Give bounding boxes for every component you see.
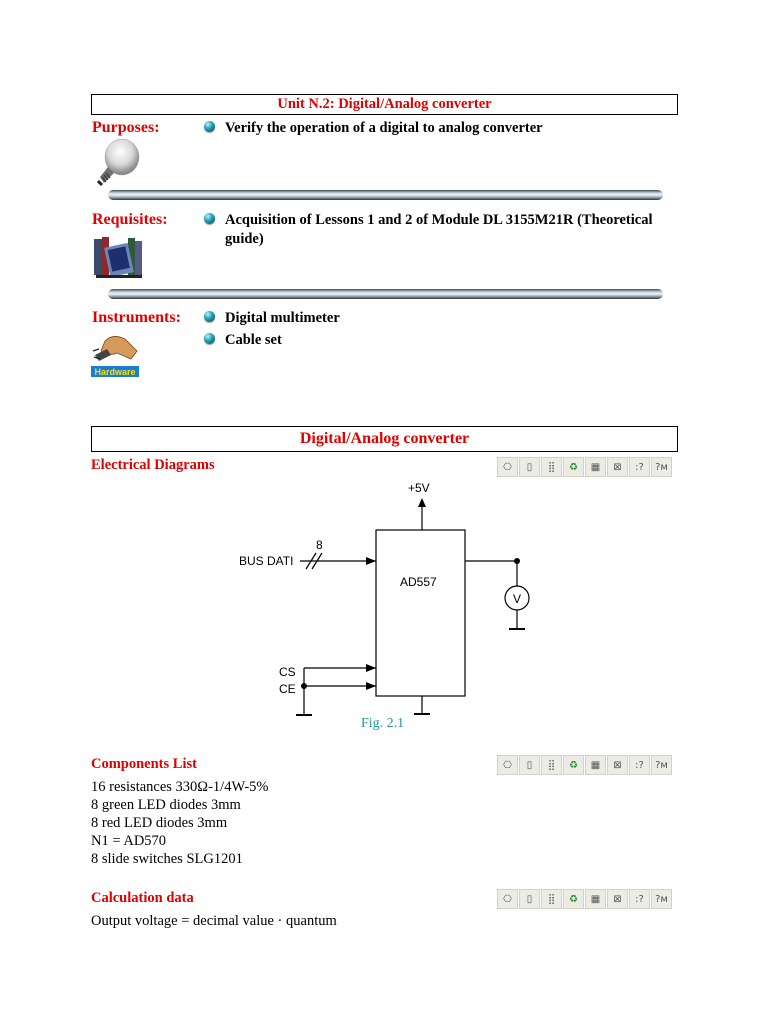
cs-arrow	[366, 664, 376, 672]
component-icon[interactable]: ⎔	[497, 889, 518, 909]
requisites-label: Requisites:	[92, 211, 168, 228]
chip-box	[376, 530, 465, 696]
bullet-icon	[204, 121, 215, 132]
ce-arrow	[366, 682, 376, 690]
list-item	[204, 309, 674, 328]
divider-bar	[108, 289, 663, 299]
chip-label: AD557	[400, 575, 437, 589]
electrical-diagrams-heading: Electrical Diagrams	[91, 457, 215, 473]
grid-icon[interactable]: ▦	[585, 889, 606, 909]
calculation-heading: Calculation data	[91, 890, 194, 906]
grid-icon[interactable]: ▦	[585, 755, 606, 775]
cs-label: CS	[279, 665, 296, 679]
list-item: N1 = AD570	[91, 833, 167, 849]
list-item: 8 green LED diodes 3mm	[91, 797, 241, 813]
calculation-text: Output voltage = decimal value · quantum	[91, 913, 337, 929]
zoom-icon[interactable]: ⊠	[607, 755, 628, 775]
diagram-icon[interactable]: ♻	[563, 755, 584, 775]
meter-label: V	[513, 592, 522, 606]
help-map-icon[interactable]: ?м	[651, 457, 672, 477]
unit-title: Unit N.2: Digital/Analog converter	[91, 94, 678, 115]
figure-caption: Fig. 2.1	[361, 716, 405, 731]
component-icon[interactable]: ⎔	[497, 755, 518, 775]
list-item: 8 slide switches SLG1201	[91, 851, 243, 867]
hardware-caption: Hardware	[94, 367, 136, 377]
instrument-text: Cable set	[225, 332, 282, 348]
bullet-icon	[204, 333, 215, 344]
bus-arrow	[366, 557, 376, 565]
list-item: 8 red LED diodes 3mm	[91, 815, 228, 831]
purposes-label: Purposes:	[92, 119, 160, 136]
list-item	[204, 331, 674, 350]
bus-width-label: 8	[316, 538, 323, 552]
bullet-icon	[204, 311, 215, 322]
toolbar	[497, 457, 672, 477]
toolbar	[497, 889, 672, 909]
page-icon[interactable]: ▯	[519, 457, 540, 477]
instrument-text: Digital multimeter	[225, 310, 340, 326]
hardware-icon	[91, 331, 141, 384]
help-map-icon[interactable]: ?м	[651, 755, 672, 775]
page-icon[interactable]: ▯	[519, 889, 540, 909]
ce-label: CE	[279, 682, 296, 696]
components-list	[91, 778, 268, 868]
help-map-icon[interactable]: ?м	[651, 889, 672, 909]
keypad-icon[interactable]: ⣿	[541, 889, 562, 909]
zoom-icon[interactable]: ⊠	[607, 457, 628, 477]
circuit-diagram	[230, 476, 540, 723]
bullet-icon	[204, 213, 215, 224]
grid-icon[interactable]: ▦	[585, 457, 606, 477]
books-icon	[92, 233, 144, 284]
list-item	[204, 119, 674, 138]
output-node	[514, 558, 520, 564]
supply-label: +5V	[408, 481, 430, 495]
keypad-icon[interactable]: ⣿	[541, 457, 562, 477]
help-icon[interactable]: :?	[629, 755, 650, 775]
keypad-icon[interactable]: ⣿	[541, 755, 562, 775]
component-icon[interactable]: ⎔	[497, 457, 518, 477]
requisite-text: Acquisition of Lessons 1 and 2 of Module DL 3155M21R (Theoretical guide)	[225, 212, 653, 247]
list-item: 16 resistances 330Ω-1/4W-5%	[91, 779, 269, 795]
divider-bar	[108, 190, 663, 200]
ce-node	[301, 683, 307, 689]
requisites-list	[204, 211, 678, 249]
instruments-list	[204, 309, 674, 350]
diagram-icon[interactable]: ♻	[563, 457, 584, 477]
lightbulb-icon	[92, 137, 142, 192]
components-heading: Components List	[91, 756, 197, 772]
diagram-icon[interactable]: ♻	[563, 889, 584, 909]
bus-label: BUS DATI	[239, 554, 294, 568]
supply-arrow	[418, 498, 426, 507]
toolbar	[497, 755, 672, 775]
page-icon[interactable]: ▯	[519, 755, 540, 775]
list-item	[204, 211, 678, 249]
purpose-text: Verify the operation of a digital to analog converter	[225, 120, 543, 136]
purposes-list	[204, 119, 674, 138]
zoom-icon[interactable]: ⊠	[607, 889, 628, 909]
section-title: Digital/Analog converter	[91, 426, 678, 452]
help-icon[interactable]: :?	[629, 457, 650, 477]
help-icon[interactable]: :?	[629, 889, 650, 909]
instruments-label: Instruments:	[92, 309, 181, 326]
